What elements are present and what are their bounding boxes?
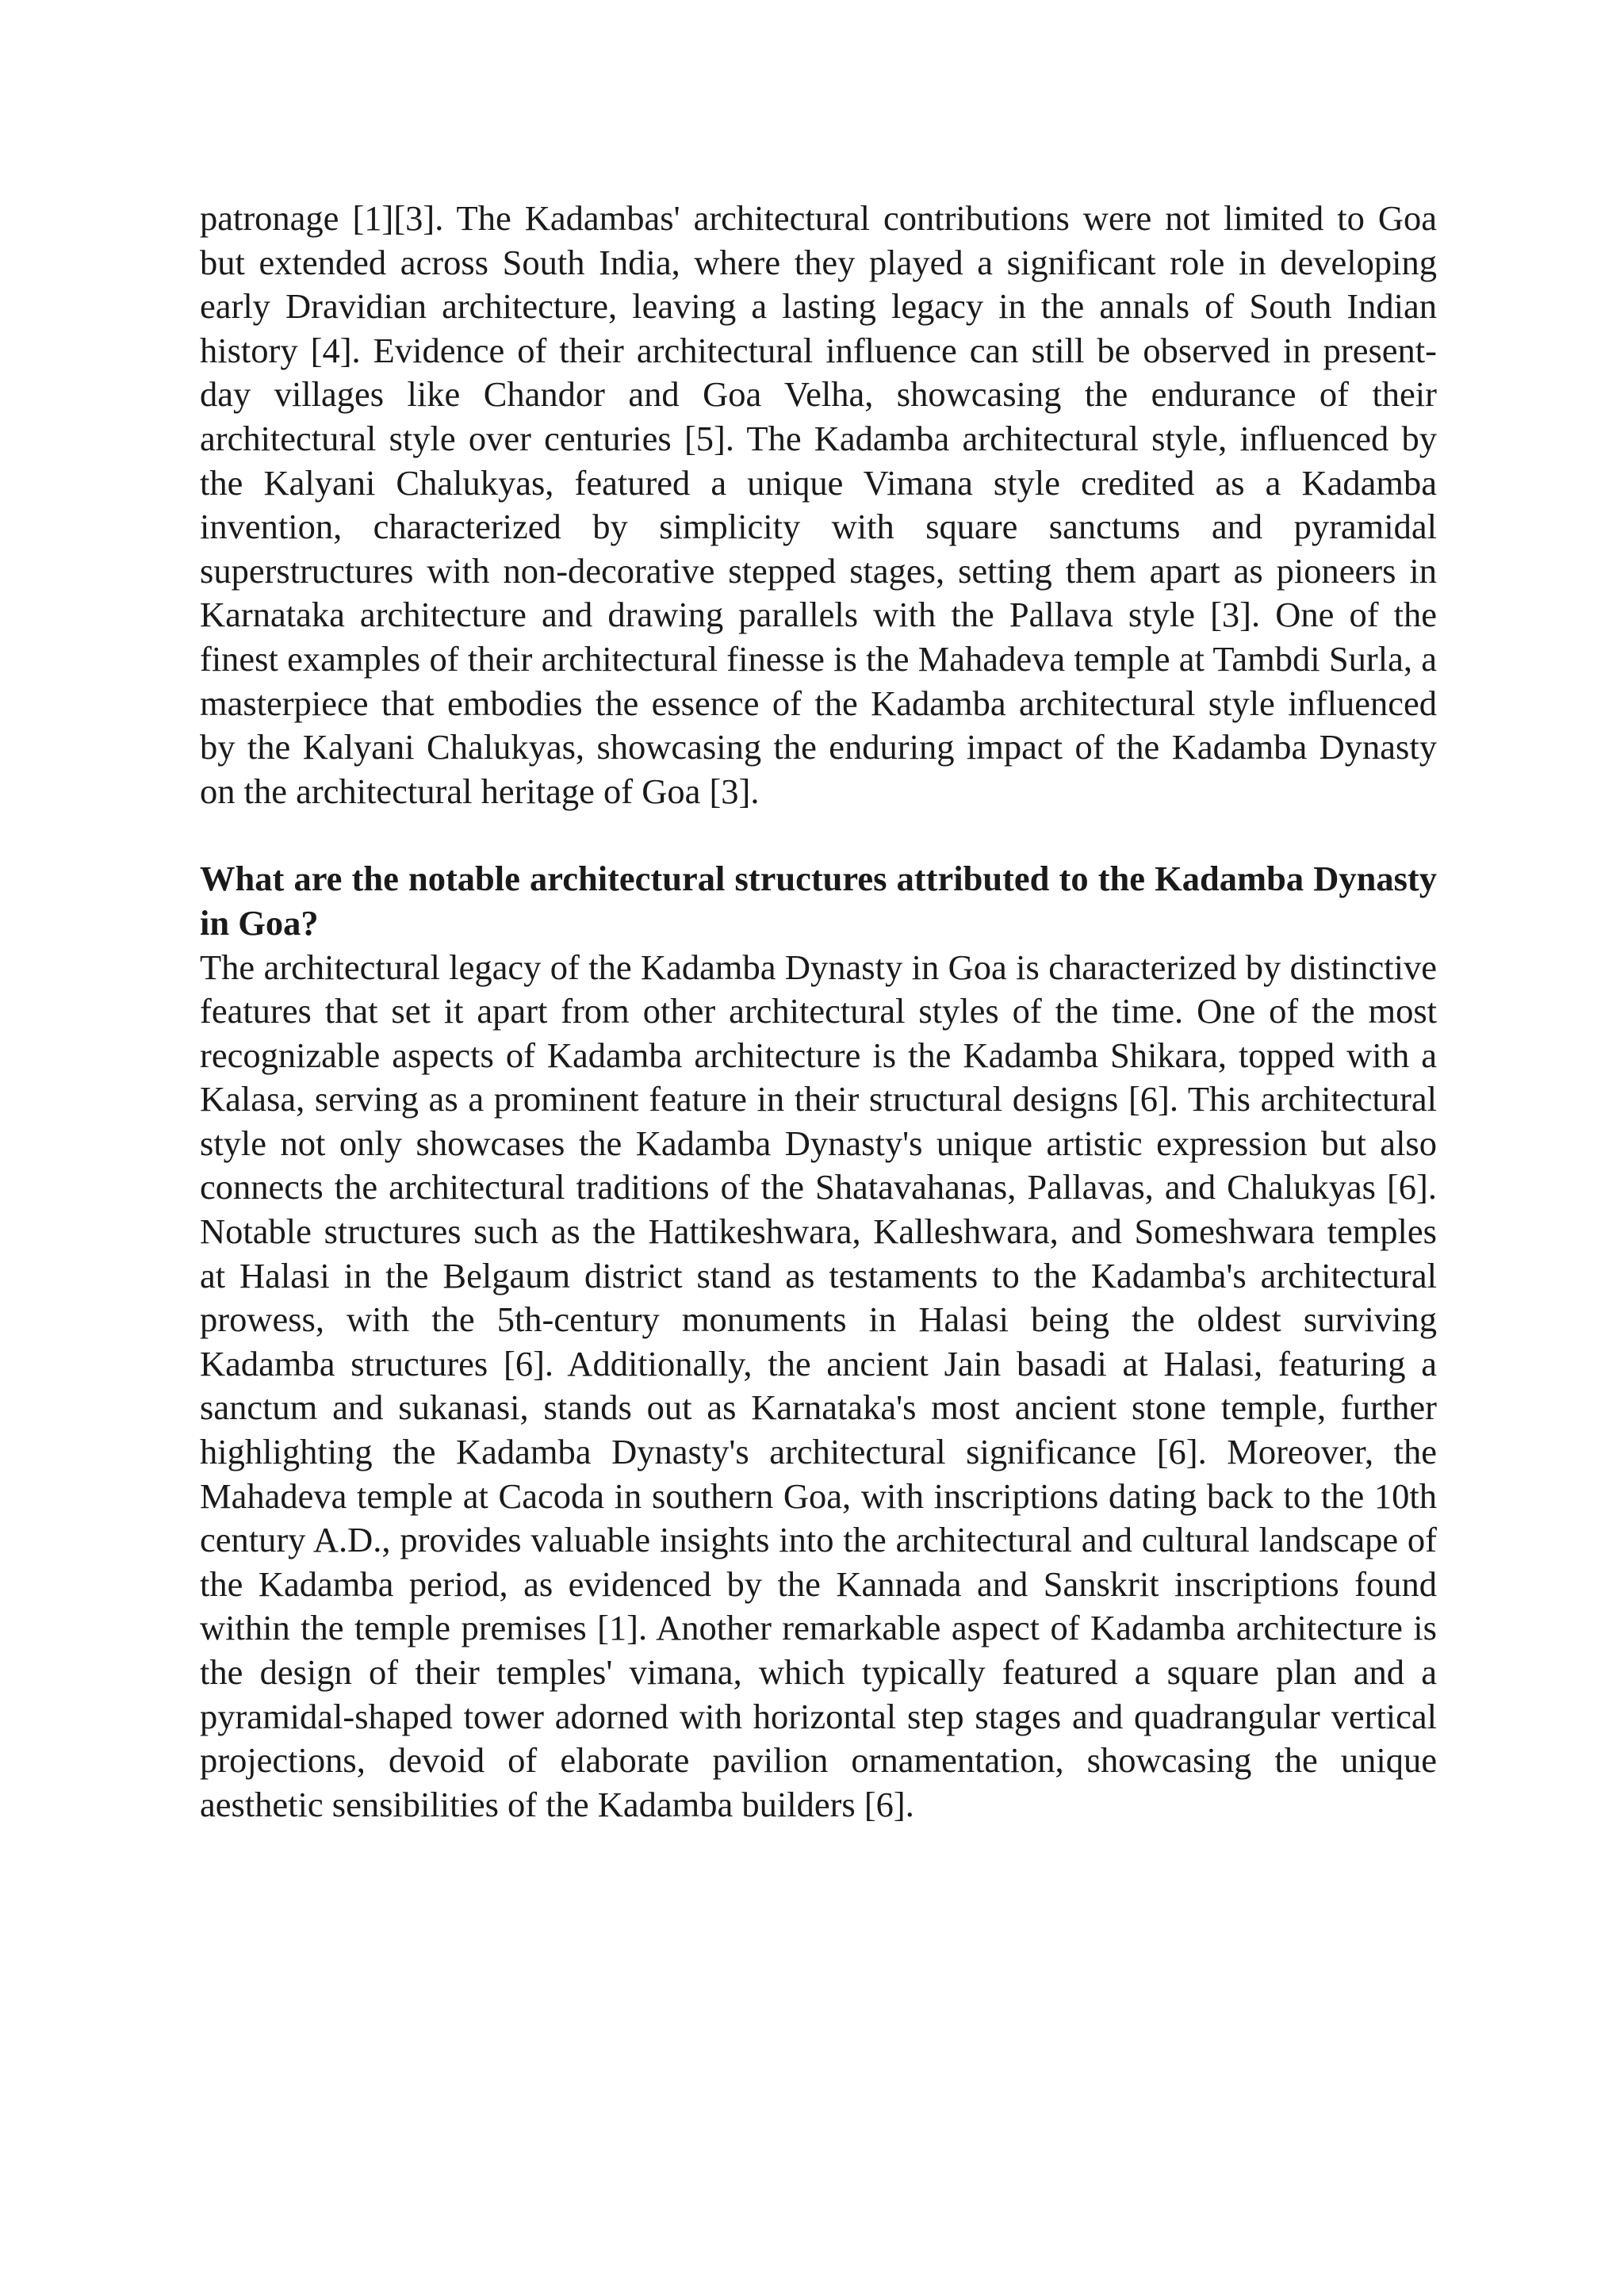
section-heading: What are the notable architectural structures attributed to the Kadamba Dynasty in Goa? xyxy=(200,859,1437,943)
paragraph-spacer xyxy=(200,813,1437,857)
body-paragraph: patronage [1][3]. The Kadambas' architectural contributions were not limited to Goa but extended across South India, where they played a significant role in developing early Dravidian architecture, leaving a lasting legacy in the annals of South Indian history [4]. Evidence of their architectural influence can still be observed in present-day villages like Chandor and Goa Velha, showcasing the endurance of their architectural style over centuries [5]. The Kadamba architectural style, influenced by the Kalyani Chalukyas, featured a unique Vimana style credited as a Kadamba invention, characterized by simplicity with square sanctums and pyramidal superstructures with non-decorative stepped stages, setting them apart as pioneers in Karnataka architecture and drawing parallels with the Pallava style [3]. One of the finest examples of their architectural finesse is the Mahadeva temple at Tambdi Surla, a masterpiece that embodies the essence of the Kadamba architectural style influenced by the Kalyani Chalukyas, showcasing the enduring impact of the Kadamba Dynasty on the architectural heritage of Goa [3]. xyxy=(200,198,1437,811)
document-body xyxy=(200,197,1437,1827)
body-paragraph: The architectural legacy of the Kadamba Dynasty in Goa is characterized by distinctive features that set it apart from other architectural styles of the time. One of the most recognizable aspects of Kadamba architecture is the Kadamba Shikara, topped with a Kalasa, serving as a prominent feature in their structural designs [6]. This architectural style not only showcases the Kadamba Dynasty's unique artistic expression but also connects the architectural traditions of the Shatavahanas, Pallavas, and Chalukyas [6]. Notable structures such as the Hattikeshwara, Kalleshwara, and Someshwara temples at Halasi in the Belgaum district stand as testaments to the Kadamba's architectural prowess, with the 5th-century monuments in Halasi being the oldest surviving Kadamba structures [6]. Additionally, the ancient Jain basadi at Halasi, featuring a sanctum and sukanasi, stands out as Karnataka's most ancient stone temple, further highlighting the Kadamba Dynasty's architectural significance [6]. Moreover, the Mahadeva temple at Cacoda in southern Goa, with inscriptions dating back to the 10th century A.D., provides valuable insights into the architectural and cultural landscape of the Kadamba period, as evidenced by the Kannada and Sanskrit inscriptions found within the temple premises [1]. Another remarkable aspect of Kadamba architecture is the design of their temples' vimana, which typically featured a square plan and a pyramidal-shaped tower adorned with horizontal step stages and quadrangular vertical projections, devoid of elaborate pavilion ornamentation, showcasing the unique aesthetic sensibilities of the Kadamba builders [6]. xyxy=(200,947,1437,1824)
